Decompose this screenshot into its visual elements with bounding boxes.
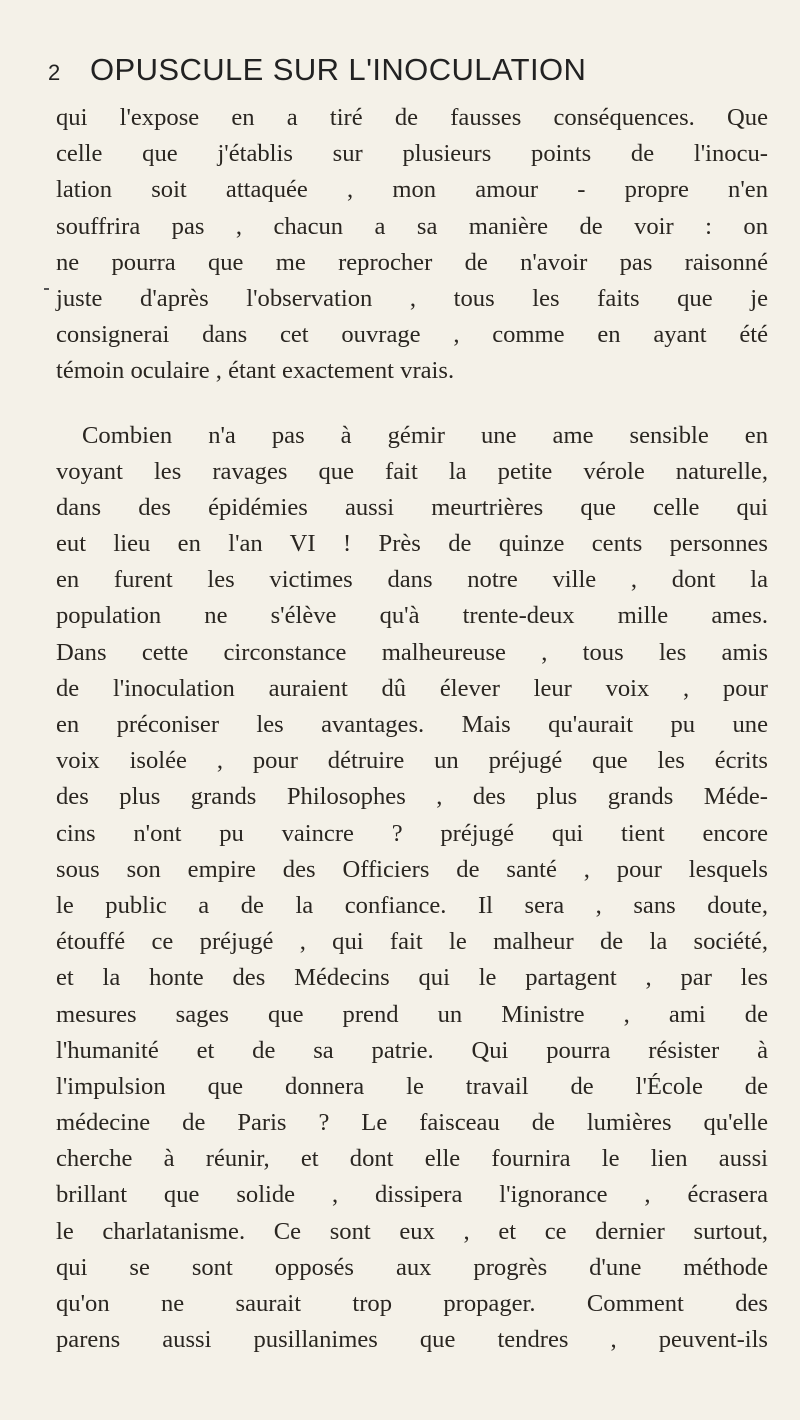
paragraph-2	[56, 418, 768, 1359]
body-text	[56, 100, 768, 1358]
text-line: qui se sont opposés aux progrès d'une méthode	[56, 1253, 768, 1281]
margin-mark	[44, 288, 49, 290]
text-line: population ne s'élève qu'à trente-deux mille ames.	[56, 602, 768, 630]
text-line: ne pourra que me reprocher de n'avoir pas raisonné	[56, 248, 768, 276]
text-line: qui l'expose en a tiré de fausses conséquences. Que	[56, 104, 768, 131]
text-line: qu'on ne saurait trop propager. Comment des	[56, 1290, 768, 1317]
text-line: cins n'ont pu vaincre ? préjugé qui tient encore	[56, 819, 768, 847]
text-line: consignerai dans cet ouvrage , comme en ayant été	[56, 321, 768, 349]
page-number: 2	[48, 60, 61, 85]
text-line: témoin oculaire , étant exactement vrais.	[56, 357, 455, 385]
text-line: mesures sages que prend un Ministre , ami de	[56, 1000, 768, 1028]
text-line: brillant que solide , dissipera l'ignorance , écrasera	[56, 1181, 768, 1209]
text-line: l'impulsion que donnera le travail de l'École de	[56, 1072, 768, 1100]
text-line: Dans cette circonstance malheureuse , tous les amis	[56, 638, 768, 666]
text-line: parens aussi pusillanimes que tendres , peuvent-ils	[56, 1326, 768, 1354]
text-line: voyant les ravages que fait la petite vérole naturelle,	[56, 457, 768, 485]
text-line: cherche à réunir, et dont elle fournira le lien aussi	[56, 1145, 768, 1173]
text-line: celle que j'établis sur plusieurs points de l'inocu-	[56, 140, 768, 168]
paragraph-1	[56, 100, 768, 390]
text-line: sous son empire des Officiers de santé , pour lesquels	[56, 855, 768, 883]
text-line: étouffé ce préjugé , qui fait le malheur de la société,	[56, 928, 768, 956]
text-line: le charlatanisme. Ce sont eux , et ce dernier surtout,	[56, 1217, 768, 1245]
text-line: dans des épidémies aussi meurtrières que celle qui	[56, 493, 768, 521]
text-line: voix isolée , pour détruire un préjugé que les écrits	[56, 747, 768, 775]
text-line: des plus grands Philosophes , des plus grands Méde-	[56, 783, 768, 811]
text-line: souffrira pas , chacun a sa manière de voir : on	[56, 212, 768, 240]
text-line: en préconiser les avantages. Mais qu'aurait pu une	[56, 711, 768, 738]
running-title: OPUSCULE SUR L'INOCULATION	[90, 52, 587, 87]
text-line: le public a de la confiance. Il sera , sans doute,	[56, 891, 768, 919]
text-line: Combien n'a pas à gémir une ame sensible en	[82, 421, 768, 449]
text-line: juste d'après l'observation , tous les faits que je	[56, 284, 768, 312]
text-line: médecine de Paris ? Le faisceau de lumières qu'elle	[56, 1109, 768, 1137]
text-line: de l'inoculation auraient dû élever leur voix , pour	[56, 674, 768, 702]
text-line: lation soit attaquée , mon amour - propre n'en	[56, 176, 768, 204]
text-line: et la honte des Médecins qui le partagent , par les	[56, 964, 768, 992]
text-line: l'humanité et de sa patrie. Qui pourra résister à	[56, 1036, 768, 1064]
text-line: en furent les victimes dans notre ville , dont la	[56, 566, 768, 594]
text-line: eut lieu en l'an VI ! Près de quinze cents personnes	[56, 530, 768, 558]
running-head	[48, 52, 768, 92]
